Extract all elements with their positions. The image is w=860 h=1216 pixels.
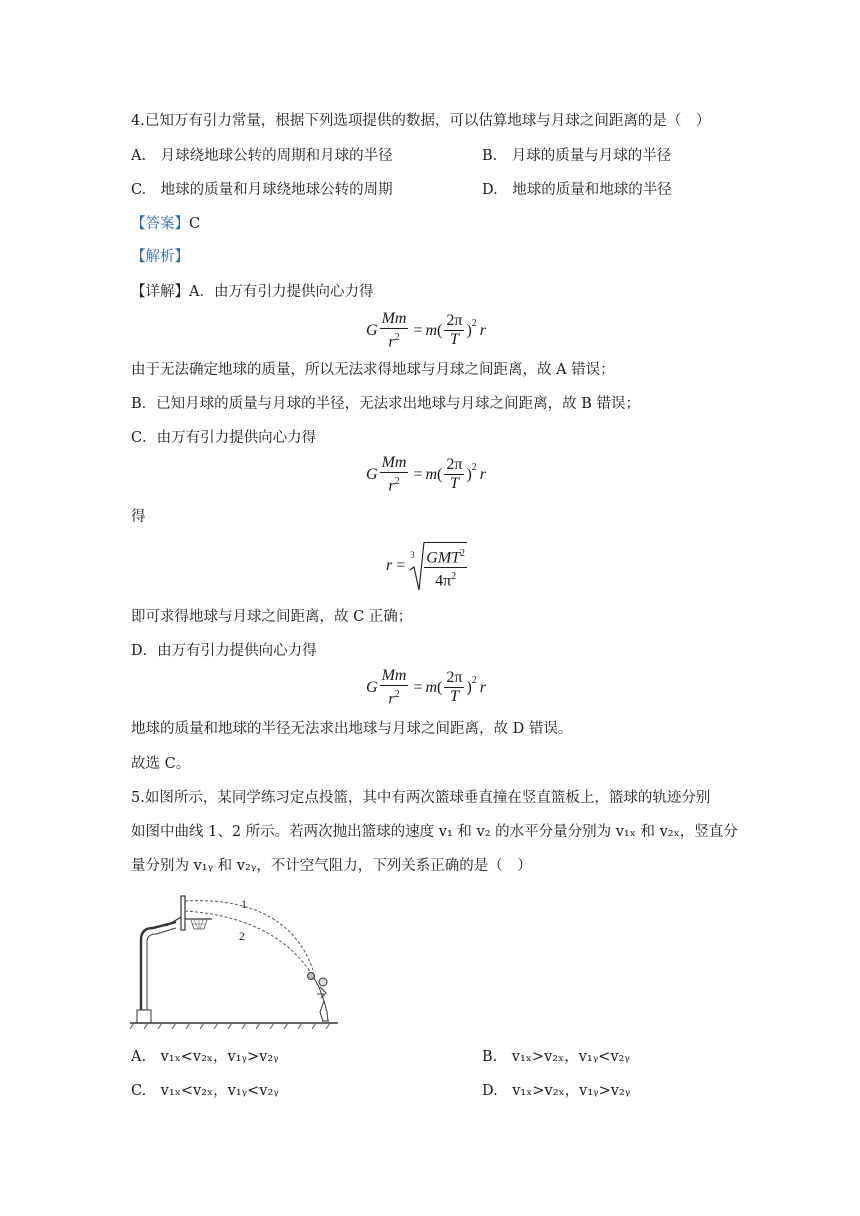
line-d-conclusion: 地球的质量和地球的半径无法求出地球与月球之间距离，故 D 错误。 <box>131 721 573 737</box>
q5-option-b: B. v₁ₓ>v₂ₓ，v₁ᵧ<v₂ᵧ <box>482 1049 630 1065</box>
final-choice: 故选 C。 <box>131 756 191 772</box>
answer-tag: 【答案】 <box>131 216 189 232</box>
basketball-figure <box>128 890 348 1030</box>
equation-gravity-1: G $\frac{Mm}{r^2}$ = m ( $\frac{2\pi}{T}$ ) $^2$ r <box>366 310 487 351</box>
q4-option-c: C. 地球的质量和月球绕地球公转的周期 <box>131 182 393 198</box>
q4-stem: 4.已知万有引力常量，根据下列选项提供的数据，可以估算地球与月球之间距离的是（ ） <box>131 113 711 129</box>
player-figure <box>308 973 330 1022</box>
line-c-conclusion: 即可求得地球与月球之间距离，故 C 正确； <box>131 609 413 625</box>
de-label: 得 <box>131 509 146 525</box>
answer-line <box>131 214 200 234</box>
q5-option-d: D. v₁ₓ>v₂ₓ，v₁ᵧ>v₂ᵧ <box>482 1083 631 1099</box>
curve-label-1: 1 <box>241 897 247 911</box>
line-d: D．由万有引力提供向心力得 <box>131 643 317 659</box>
analysis-tag: 【解析】 <box>131 249 189 265</box>
q5-stem-line1: 5.如图所示，某同学练习定点投篮，其中有两次篮球垂直撞在竖直篮板上，篮球的轨迹分别 <box>131 790 711 806</box>
line-c: C．由万有引力提供向心力得 <box>131 430 317 446</box>
equation-radius: r = 3 $\frac{GMT^2}{4\pi^2}$ <box>386 540 469 592</box>
q5-stem-line3: 量分别为 v₁ᵧ 和 v₂ᵧ，不计空气阻力，下列关系正确的是（ ） <box>131 858 532 874</box>
q5-option-c: C. v₁ₓ<v₂ₓ，v₁ᵧ<v₂ᵧ <box>131 1083 279 1099</box>
q5-stem-line2: 如图中曲线 1、2 所示。若两次抛出篮球的速度 v₁ 和 v₂ 的水平分量分别为 v₁ₓ 和 v₂ₓ，竖直分 <box>131 824 738 840</box>
detail-line: 【详解】A．由万有引力提供向心力得 <box>131 284 374 300</box>
line-a-conclusion: 由于无法确定地球的质量，所以无法求得地球与月球之间距离，故 A 错误； <box>131 362 615 378</box>
answer-value: C <box>189 216 201 232</box>
curve-label-2: 2 <box>239 929 245 943</box>
radical-sign <box>409 540 425 592</box>
equation-gravity-3: G $\frac{Mm}{r^2}$ = m ( $\frac{2\pi}{T}$ ) $^2$ r <box>366 667 487 708</box>
line-b: B．已知月球的质量与月球的半径，无法求出地球与月球之间距离，故 B 错误； <box>131 396 641 412</box>
q4-option-b: B. 月球的质量与月球的半径 <box>482 148 672 164</box>
equation-gravity-2: G $\frac{Mm}{r^2}$ = m ( $\frac{2\pi}{T}$ ) $^2$ r <box>366 454 487 495</box>
q4-option-d: D. 地球的质量和地球的半径 <box>482 182 672 198</box>
q5-option-a: A. v₁ₓ<v₂ₓ，v₁ᵧ>v₂ᵧ <box>131 1049 279 1065</box>
q4-option-a: A. 月球绕地球公转的周期和月球的半径 <box>131 148 393 164</box>
